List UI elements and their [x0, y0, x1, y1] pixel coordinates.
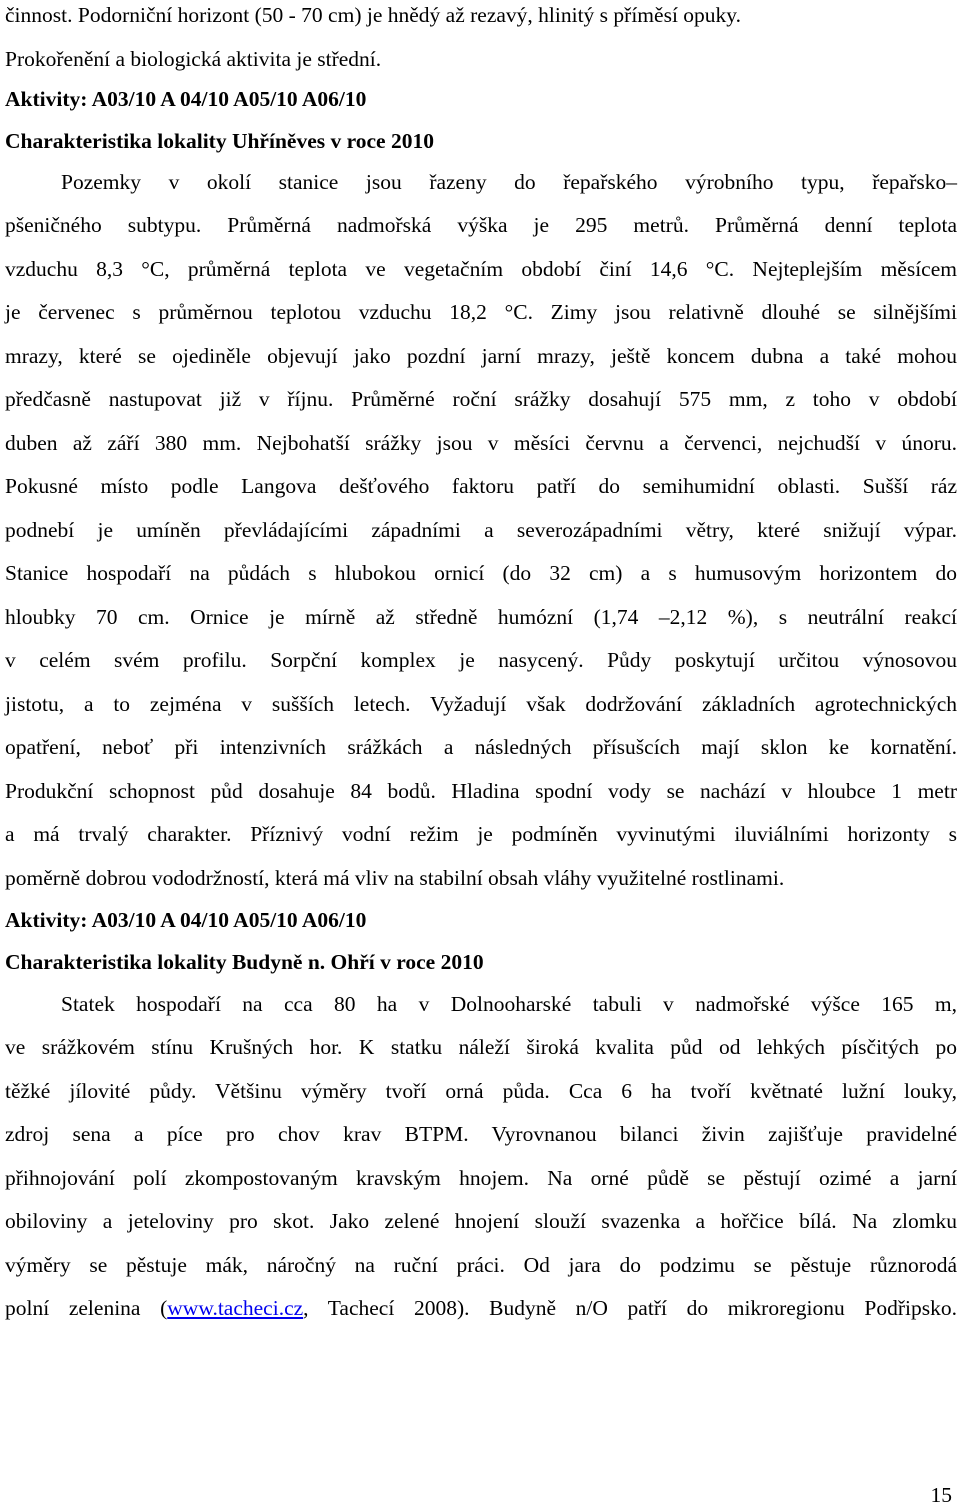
section-heading: Aktivity: A03/10 A 04/10 A05/10 A06/10	[5, 87, 367, 111]
paragraph-line: duben až září 380 mm. Nejbohatší srážky jsou v měsíci červnu a červenci, nejchudší v únoru.	[5, 431, 957, 455]
paragraph-line: zdroj sena a píce pro chov krav BTPM. Vyrovnanou bilanci živin zajišťuje pravidelné	[5, 1122, 957, 1146]
paragraph-line: předčasně nastupovat již v říjnu. Průměrné roční srážky dosahují 575 mm, z toho v období	[5, 387, 957, 411]
paragraph-line: Statek hospodaří na cca 80 ha v Dolnooharské tabuli v nadmořské výšce 165 m,	[61, 992, 957, 1016]
paragraph-line: přihnojování polí zkompostovaným kravským hnojem. Na orné půdě se pěstují ozimé a jarní	[5, 1166, 957, 1190]
paragraph-line: Pokusné místo podle Langova dešťového faktoru patří do semihumidní oblasti. Sušší ráz	[5, 474, 957, 498]
paragraph-line: Produkční schopnost půd dosahuje 84 bodů. Hladina spodní vody se nachází v hloubce 1 metr	[5, 779, 957, 803]
section-heading: Aktivity: A03/10 A 04/10 A05/10 A06/10	[5, 908, 367, 932]
tacheci-link[interactable]: www.tacheci.cz	[167, 1296, 304, 1320]
paragraph-line: opatření, neboť při intenzivních srážkách a následných přísušcích mají sklon ke kornatění.	[5, 735, 957, 759]
paragraph-line: Pozemky v okolí stanice jsou řazeny do řepařského výrobního typu, řepařsko–	[61, 170, 957, 194]
paragraph-line: Stanice hospodaří na půdách s hlubokou ornicí (do 32 cm) a s humusovým horizontem do	[5, 561, 957, 585]
paragraph-line: podnebí je umíněn převládajícími západními a severozápadními větry, které snižují výpar.	[5, 518, 957, 542]
text-line: činnost. Podorniční horizont (50 - 70 cm) je hnědý až rezavý, hlinitý s příměsí opuky.	[5, 3, 742, 27]
paragraph-line: ve srážkovém stínu Krušných hor. K statku náleží široká kvalita půd od lehkých písčitých po	[5, 1035, 957, 1059]
paragraph-line: jistotu, a to zejména v sušších letech. Vyžadují však dodržování základních agrotechnických	[5, 692, 957, 716]
paragraph-line: poměrně dobrou vododržností, která má vliv na stabilní obsah vláhy využitelné rostlinami.	[5, 866, 785, 890]
paragraph-line: pšeničného subtypu. Průměrná nadmořská výška je 295 metrů. Průměrná denní teplota	[5, 213, 957, 237]
paragraph-line: a má trvalý charakter. Příznivý vodní režim je podmíněn vyvinutými iluviálními horizonty s	[5, 822, 957, 846]
text-line: Prokořenění a biologická aktivita je střední.	[5, 47, 382, 71]
text-segment: polní zelenina (	[5, 1296, 168, 1320]
paragraph-line: těžké jílovité půdy. Většinu výměry tvoří orná půda. Cca 6 ha tvoří květnaté lužní louky,	[5, 1079, 957, 1103]
section-heading: Charakteristika lokality Uhříněves v roce 2010	[5, 129, 434, 153]
paragraph-line: vzduchu 8,3 °C, průměrná teplota ve vegetačním období činí 14,6 °C. Nejteplejším měsícem	[5, 257, 957, 281]
page-number: 15	[930, 1483, 952, 1507]
paragraph-line: mrazy, které se ojediněle objevují jako pozdní jarní mrazy, ještě koncem dubna a také mohou	[5, 344, 957, 368]
paragraph-line: obiloviny a jeteloviny pro skot. Jako zelené hnojení slouží svazenka a hořčice bílá. Na zlomku	[5, 1209, 957, 1233]
paragraph-line: je červenec s průměrnou teplotou vzduchu 18,2 °C. Zimy jsou relativně dlouhé se silnějšími	[5, 300, 957, 324]
section-heading: Charakteristika lokality Budyně n. Ohří v roce 2010	[5, 950, 484, 974]
paragraph-line-last	[5, 1293, 957, 1323]
paragraph-line: hloubky 70 cm. Ornice je mírně až středně humózní (1,74 –2,12 %), s neutrální reakcí	[5, 605, 957, 629]
paragraph-line: výměry se pěstuje mák, náročný na ruční práci. Od jara do podzimu se pěstuje různorodá	[5, 1253, 957, 1277]
text-segment: , Tachecí 2008). Budyně n/O patří do mikroregionu Podřipsko.	[303, 1296, 957, 1320]
paragraph-line: v celém svém profilu. Sorpční komplex je nasycený. Půdy poskytují určitou výnosovou	[5, 648, 957, 672]
